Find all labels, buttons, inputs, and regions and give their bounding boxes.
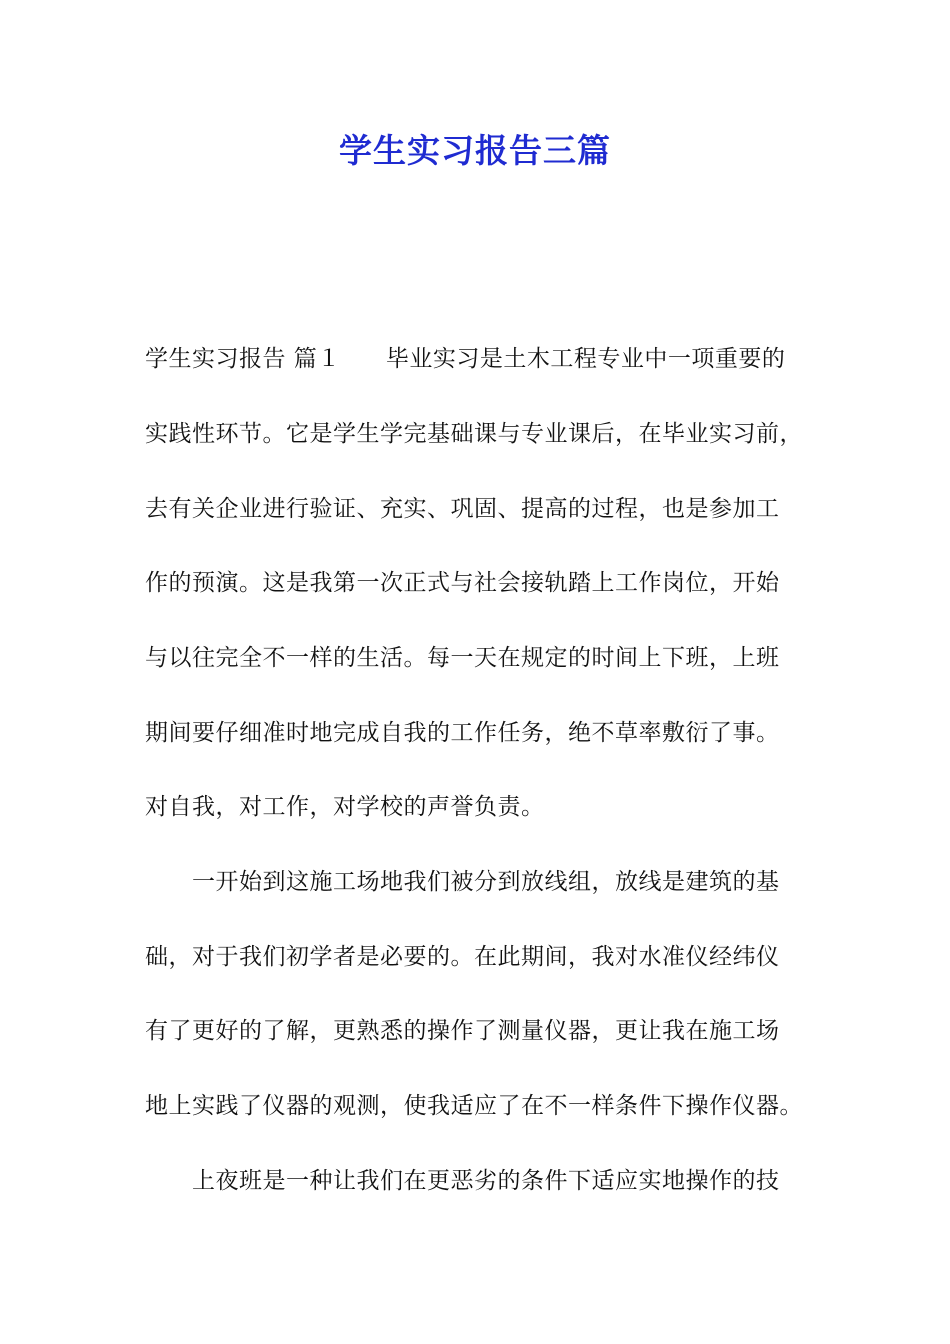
paragraph-line: 有了更好的了解，更熟悉的操作了测量仪器，更让我在施工场 (145, 1018, 780, 1044)
paragraph-line: 期间要仔细准时地完成自我的工作任务，绝不草率敷衍了事。 (145, 720, 780, 746)
paragraph-line: 实践性环节。它是学生学完基础课与专业课后，在毕业实习前， (145, 421, 803, 447)
paragraph-line: 与以往完全不一样的生活。每一天在规定的时间上下班，上班 (145, 645, 780, 671)
paragraph-line: 地上实践了仪器的观测，使我适应了在不一样条件下操作仪器。 (145, 1093, 803, 1119)
line-text: 毕业实习是土木工程专业中一项重要的 (385, 346, 786, 372)
paragraph-line: 础，对于我们初学者是必要的。在此期间，我对水准仪经纬仪 (145, 944, 780, 970)
paragraph-line: 上夜班是一种让我们在更恶劣的条件下适应实地操作的技 (192, 1168, 780, 1194)
paragraph-line: 去有关企业进行验证、充实、巩固、提高的过程，也是参加工 (145, 496, 780, 522)
paragraph-line: 作的预演。这是我第一次正式与社会接轨踏上工作岗位，开始 (145, 570, 780, 596)
document-title: 学生实习报告三篇 (339, 131, 611, 170)
paragraph-line: 一开始到这施工场地我们被分到放线组，放线是建筑的基 (192, 869, 780, 895)
paragraph-line (145, 343, 785, 375)
section-heading: 学生实习报告 篇１ (145, 346, 341, 372)
paragraph-line: 对自我，对工作，对学校的声誉负责。 (145, 794, 545, 820)
